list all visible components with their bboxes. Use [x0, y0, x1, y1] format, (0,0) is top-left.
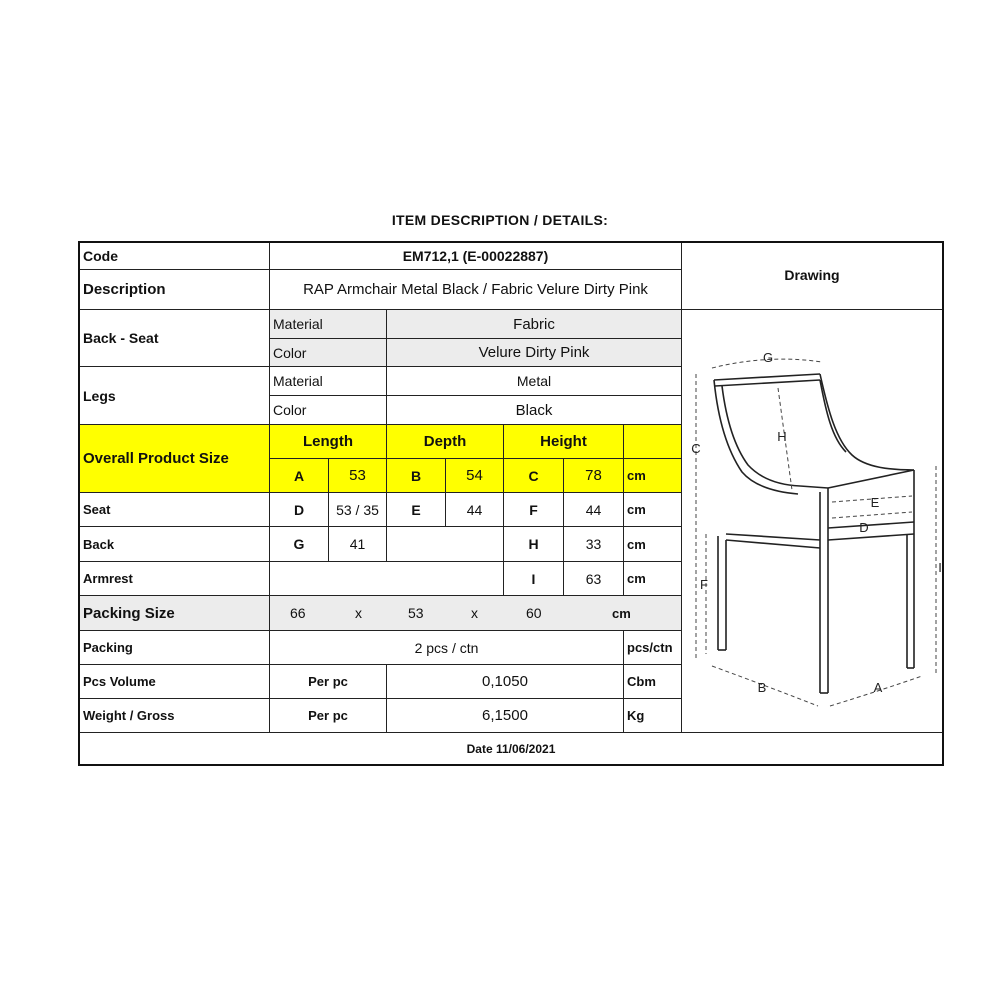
legs-material-label: Material [270, 367, 387, 396]
back-seat-color: Velure Dirty Pink [387, 339, 682, 367]
armrest-blank [270, 562, 504, 596]
drawing-letter-i: I [938, 560, 942, 575]
code-value: EM712,1 (E-00022887) [270, 243, 682, 270]
dim-i-value: 63 [564, 562, 624, 596]
back-seat-material: Fabric [387, 310, 682, 339]
seat-label: Seat [80, 493, 270, 527]
drawing-label: Drawing [784, 267, 840, 283]
legs-color-label: Color [270, 396, 387, 425]
dim-c-key: C [504, 459, 564, 493]
seat-unit: cm [624, 493, 682, 527]
dim-h-key: H [504, 527, 564, 562]
description-label: Description [80, 270, 270, 310]
dim-b-key: B [387, 459, 446, 493]
unit-header-blank [624, 425, 682, 459]
drawing-letter-d: D [859, 520, 869, 535]
dim-d-value: 53 / 35 [329, 493, 387, 527]
packing-size-row [270, 596, 682, 631]
drawing-letter-h: H [777, 429, 787, 444]
drawing-letter-b: B [757, 680, 767, 695]
pcs-volume-per: Per pc [270, 665, 387, 699]
packing-size-length: 66 [290, 605, 306, 621]
armchair-drawing [682, 310, 942, 733]
page-title: ITEM DESCRIPTION / DETAILS: [391, 212, 609, 228]
spec-sheet [78, 241, 944, 766]
drawing-letter-e: E [870, 495, 880, 510]
dim-i-key: I [504, 562, 564, 596]
back-seat-material-label: Material [270, 310, 387, 339]
drawing-header [682, 243, 942, 310]
date-footer: Date 11/06/2021 [466, 741, 556, 756]
overall-unit: cm [624, 459, 682, 493]
dim-b-value: 54 [446, 459, 504, 493]
packing-value: 2 pcs / ctn [270, 631, 624, 665]
overall-size-label: Overall Product Size [80, 425, 270, 493]
drawing-letter-c: C [691, 441, 701, 456]
pcs-volume-unit: Cbm [624, 665, 682, 699]
depth-header: Depth [387, 425, 504, 459]
dim-f-value: 44 [564, 493, 624, 527]
dim-g-key: G [270, 527, 329, 562]
packing-size-x2: x [471, 605, 478, 621]
packing-size-height: 60 [526, 605, 542, 621]
dim-g-value: 41 [329, 527, 387, 562]
dim-f-key: F [504, 493, 564, 527]
back-blank [387, 527, 504, 562]
pcs-volume-value: 0,1050 [387, 665, 624, 699]
weight-label: Weight / Gross [80, 699, 270, 733]
packing-size-x1: x [355, 605, 362, 621]
length-header: Length [270, 425, 387, 459]
dim-d-key: D [270, 493, 329, 527]
weight-unit: Kg [624, 699, 682, 733]
packing-size-label: Packing Size [80, 596, 270, 631]
drawing-letter-g: G [762, 350, 774, 365]
packing-size-width: 53 [408, 605, 424, 621]
dim-h-value: 33 [564, 527, 624, 562]
back-seat-color-label: Color [270, 339, 387, 367]
packing-label: Packing [80, 631, 270, 665]
legs-material: Metal [387, 367, 682, 396]
description-value: RAP Armchair Metal Black / Fabric Velure Dirty Pink [270, 270, 682, 310]
packing-unit: pcs/ctn [624, 631, 682, 665]
legs-label: Legs [80, 367, 270, 425]
armrest-unit: cm [624, 562, 682, 596]
drawing-area [682, 310, 942, 733]
dim-a-key: A [270, 459, 329, 493]
dim-a-value: 53 [329, 459, 387, 493]
legs-color: Black [387, 396, 682, 425]
drawing-letter-a: A [873, 680, 883, 695]
height-header: Height [504, 425, 624, 459]
dim-e-key: E [387, 493, 446, 527]
back-unit: cm [624, 527, 682, 562]
dim-e-value: 44 [446, 493, 504, 527]
back-seat-label: Back - Seat [80, 310, 270, 367]
dim-c-value: 78 [564, 459, 624, 493]
weight-value: 6,1500 [387, 699, 624, 733]
drawing-letter-f: F [700, 577, 708, 592]
pcs-volume-label: Pcs Volume [80, 665, 270, 699]
armrest-label: Armrest [80, 562, 270, 596]
weight-per: Per pc [270, 699, 387, 733]
packing-size-unit: cm [612, 605, 631, 621]
code-label: Code [80, 243, 270, 270]
back-label: Back [80, 527, 270, 562]
